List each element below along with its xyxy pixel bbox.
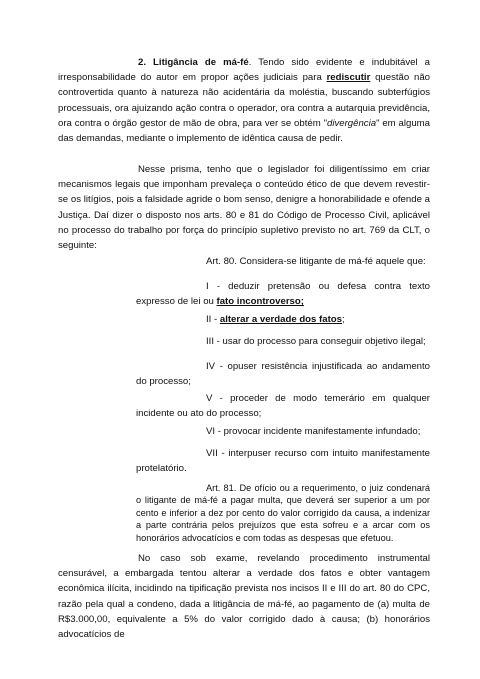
section-2-text-b: questão não controvertida quanto à natureza não acidentária da moléstia, buscando subterfúgios processuais, ora ajuizando ação contra o operador, ora contra a autarquia previdência, ora contra o órgão gestor de mão de obra, para ver se obtém ": [58, 72, 431, 129]
art-80-inciso-vii: VII - interpuser recurso com intuito manifestamente protelatório.: [136, 448, 430, 475]
paragraph-caso-sob-exame: No caso sob exame, revelando procedimento instrumental censurável, a embargada tentou alterar a verdade dos fatos e obter vantagem econômica ilícita, incidindo na tipificação prevista nos incisos II e III do art. 80 do CPC, razão pela qual a condeno, dada a litigância de má-fé, ao pagamento de (a) multa de R$3.000,00, equivalente a 5% do valor corrigido dado à causa; (b) honorários advocatícios de: [58, 553, 430, 641]
inciso-i-emphasis: fato incontroverso;: [216, 296, 304, 308]
art-80-inciso-iii: III - usar do processo para conseguir objetivo ilegal;: [206, 336, 426, 347]
section-2-text-a: . Tendo sido evidente e indubitável a irresponsabilidade do autor em propor ações judiciais para: [58, 57, 430, 84]
inciso-i-text: I - deduzir pretensão ou defesa contra texto expresso de lei ou: [136, 281, 430, 308]
section-2-emphasis-rediscutir: rediscutir: [326, 72, 371, 84]
art-80-inciso-vi: VI - provocar incidente manifestamente infundado;: [206, 426, 421, 437]
section-2-emphasis-divergencia: divergência: [326, 117, 377, 129]
art-80-inciso-v: V - proceder de modo temerário em qualquer incidente ou ato do processo;: [136, 393, 430, 420]
paragraph-legislador: Nesse prisma, tenho que o legislador foi diligentíssimo em criar mecanismos legais que imponham prevaleça o conteúdo ético de que devem revestir-se os litígios, pois a falsidade agride o bom senso, denigre a honorabilidade e ofende a Justiça. Daí dizer o disposto nos arts. 80 e 81 do Código de Processo Civil, aplicável no processo do trabalho por força do princípio supletivo previsto no art. 769 da CLT, o seguinte:: [58, 164, 430, 252]
art-80-caput: Art. 80. Considera-se litigante de má-fé aquele que:: [206, 256, 426, 267]
section-2-text-c: " em alguma das demandas, mediante o implemento de idêntica causa de pedir.: [58, 117, 431, 145]
inciso-ii-suffix: ;: [341, 314, 345, 325]
art-81: Art. 81. De ofício ou a requerimento, o juiz condenará o litigante de má-fé a pagar multa, que deverá ser superior a um por cento e inferior a dez por cento do valor corrigido da causa, a indenizar a parte contrária pelos prejuízos que esta sofreu e a arcar com os honorários advocatícios e com todas as despesas que efetuou.: [136, 483, 430, 543]
inciso-ii-prefix: II -: [206, 314, 220, 325]
inciso-ii-emphasis: alterar a verdade dos fatos: [219, 314, 342, 325]
art-80-inciso-i: [136, 279, 430, 309]
section-2-heading: 2. Litigância de má-fé: [138, 57, 249, 68]
art-80-inciso-iv: IV - opuser resistência injustificada ao andamento do processo;: [136, 361, 430, 388]
art-80-inciso-ii: [136, 312, 430, 327]
section-2-paragraph: [58, 55, 430, 146]
